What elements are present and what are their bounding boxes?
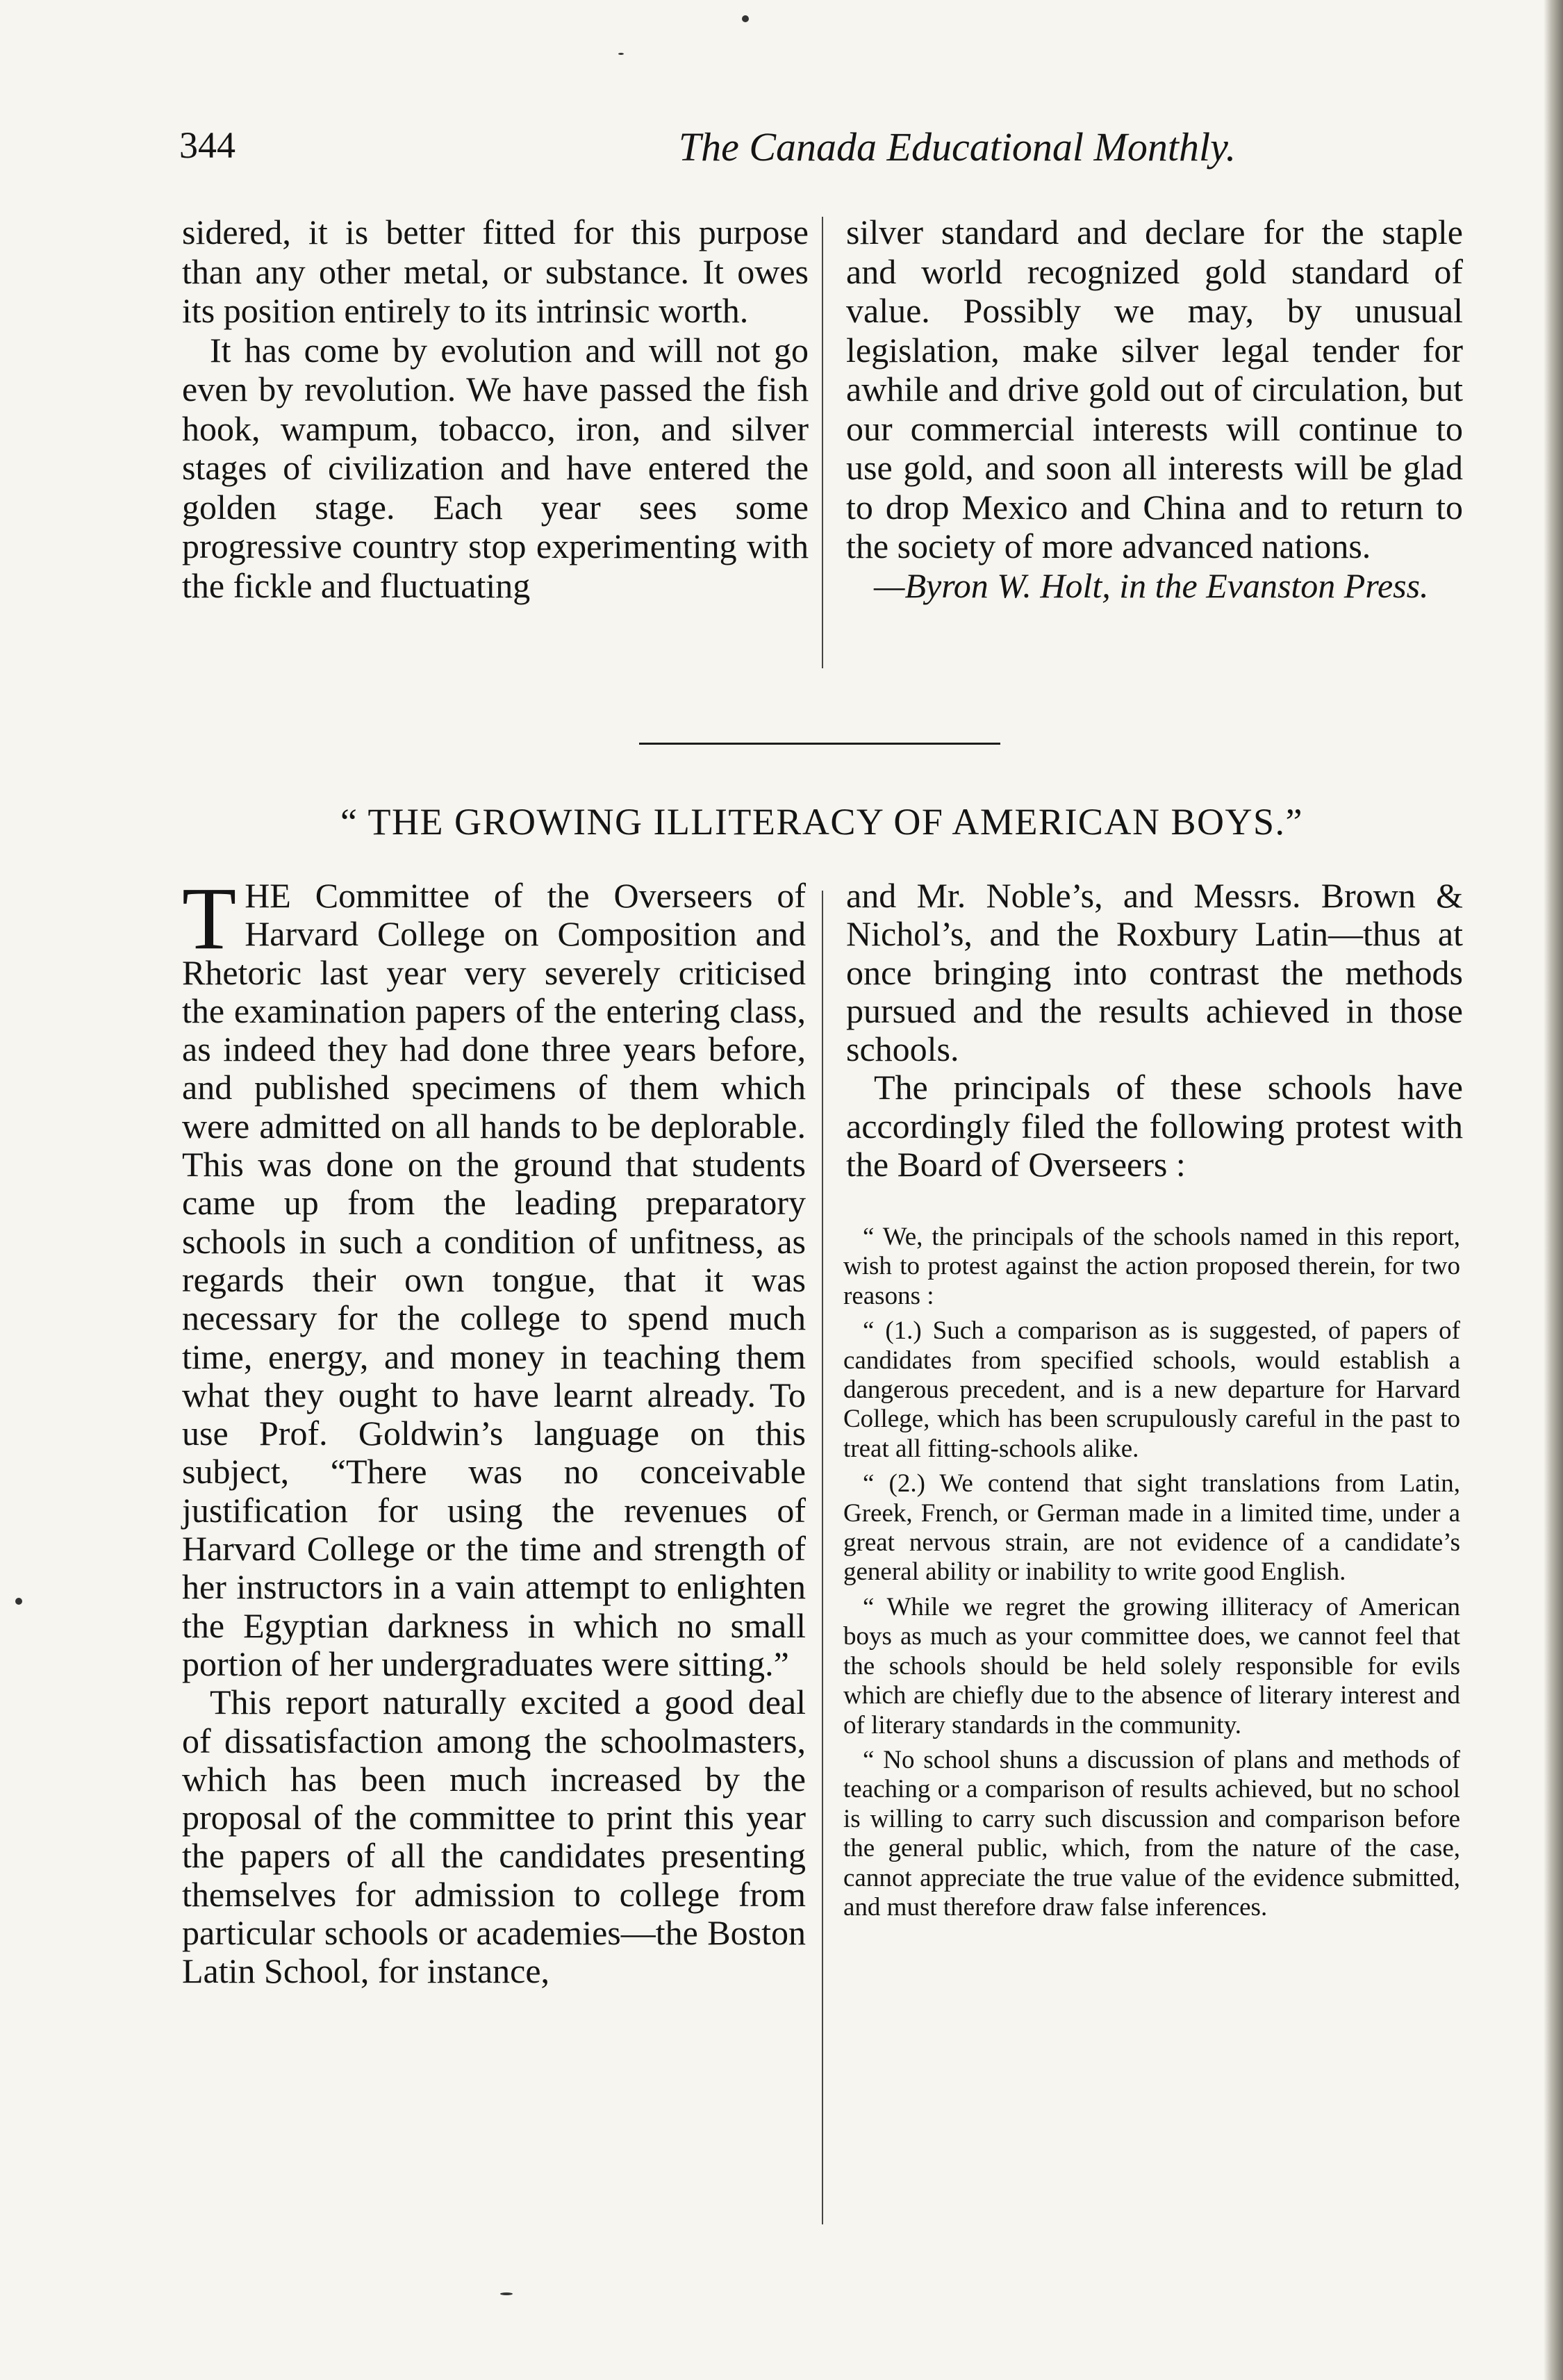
top-article-right-column [846, 213, 1463, 605]
journal-title: The Canada Educational Monthly. [678, 124, 1237, 170]
quote-paragraph: “ (2.) We contend that sight translations from Latin, Greek, French, or German made in a limited time, under a great nervous strain, are not evidence of a candidate’s general ability or inability to write good English. [843, 1469, 1460, 1587]
column-divider [822, 891, 823, 2224]
quote-paragraph: “ (1.) Such a comparison as is suggested, of papers of candidates from specified schools, would establish a dangerous precedent, and is a new departure for Harvard College, which has been scrupulously careful in the past to treat all fitting-schools alike. [843, 1316, 1460, 1463]
ink-speck [15, 1598, 22, 1605]
quote-paragraph: “ We, the principals of the schools named in this report, wish to protest against the action proposed therein, for two reasons : [843, 1223, 1460, 1310]
article-signature: —Byron W. Holt, in the Evanston Press. [874, 565, 1429, 605]
running-header [179, 124, 1464, 172]
opening-paragraph-text: HE Committee of the Overseers of Harvard College on Composition and Rhetoric last year very severely criticised the examination papers of the entering class, as indeed they had done three years before, and published specimens of them which were admitted on all hands to be deplorable. This was done on the ground that students came up from the leading preparatory schools in such a condition of unfitness, as regards their own tongue, that it was necessary for the college to spend much time, energy, and money in teaching them what they ought to have learnt already. To use Prof. Goldwin’s language on this subject, “There was no conceivable justification for using the revenues of Harvard College or the time and strength of her instructors in a vain attempt to enlighten the Egyptian darkness in which no small portion of her undergraduates were sitting.” [182, 876, 806, 1683]
ink-speck [742, 15, 749, 22]
body-paragraph: This report naturally excited a good deal of dissatisfaction among the schoolmasters, which has been much increased by the proposal of the committee to print this year the papers of all the candidates presenting themselves for admission to college from particular schools or academies—the Boston Latin School, for instance, [182, 1683, 806, 1991]
column-divider [822, 217, 823, 668]
body-paragraph: It has come by evolution and will not go even by revolution. We have passed the fish hook, wampum, tobacco, iron, and silver stages of civilization and have entered the golden stage. Each year sees some progressive country stop experimenting with the fickle and fluctuating [182, 330, 809, 605]
drop-cap: T [182, 869, 237, 968]
ink-speck [618, 53, 624, 55]
protest-quote-block [843, 1223, 1460, 1928]
ink-speck [500, 2292, 513, 2295]
section-left-column [182, 869, 806, 1991]
body-paragraph: and Mr. Noble’s, and Messrs. Brown & Nichol’s, and the Roxbury Latin—thus at once bringing into contrast the methods pursued and the results achieved in those schools. [846, 876, 1463, 1069]
body-paragraph: The principals of these schools have accordingly filed the following protest with the Board of Overseers : [846, 1068, 1463, 1184]
top-article-left-column [182, 213, 809, 605]
quote-paragraph: “ No school shuns a discussion of plans and methods of teaching or a comparison of results achieved, but no school is willing to carry such discussion and comparison before the general public, which, from the nature of the case, cannot appreciate the true value of the evidence submitted, and must therefore draw false inferences. [843, 1745, 1460, 1922]
section-title: “ THE GROWING ILLITERACY OF AMERICAN BOYS.” [340, 801, 1303, 843]
body-paragraph: silver standard and declare for the staple and world recognized gold standard of value. Possibly we may, by unusual legislation, make silver legal tender for awhile and drive gold out of circulation, but our commercial interests will continue to use gold, and soon all interests will be glad to drop Mexico and China and to return to the society of more advanced nations. [846, 213, 1463, 565]
opening-paragraph [182, 869, 806, 1683]
page-edge-shadow [1544, 0, 1563, 2380]
page-number: 344 [179, 124, 235, 166]
section-separator-rule [639, 743, 1000, 745]
quote-paragraph: “ While we regret the growing illiteracy of American boys as much as your committee does, we cannot feel that the schools should be held solely responsible for evils which are chiefly due to the absence of literary interest and of literary standards in the community. [843, 1592, 1460, 1739]
body-paragraph: sidered, it is better fitted for this purpose than any other metal, or substance. It owes its position entirely to its intrinsic worth. [182, 213, 809, 330]
section-right-column [846, 877, 1463, 1184]
